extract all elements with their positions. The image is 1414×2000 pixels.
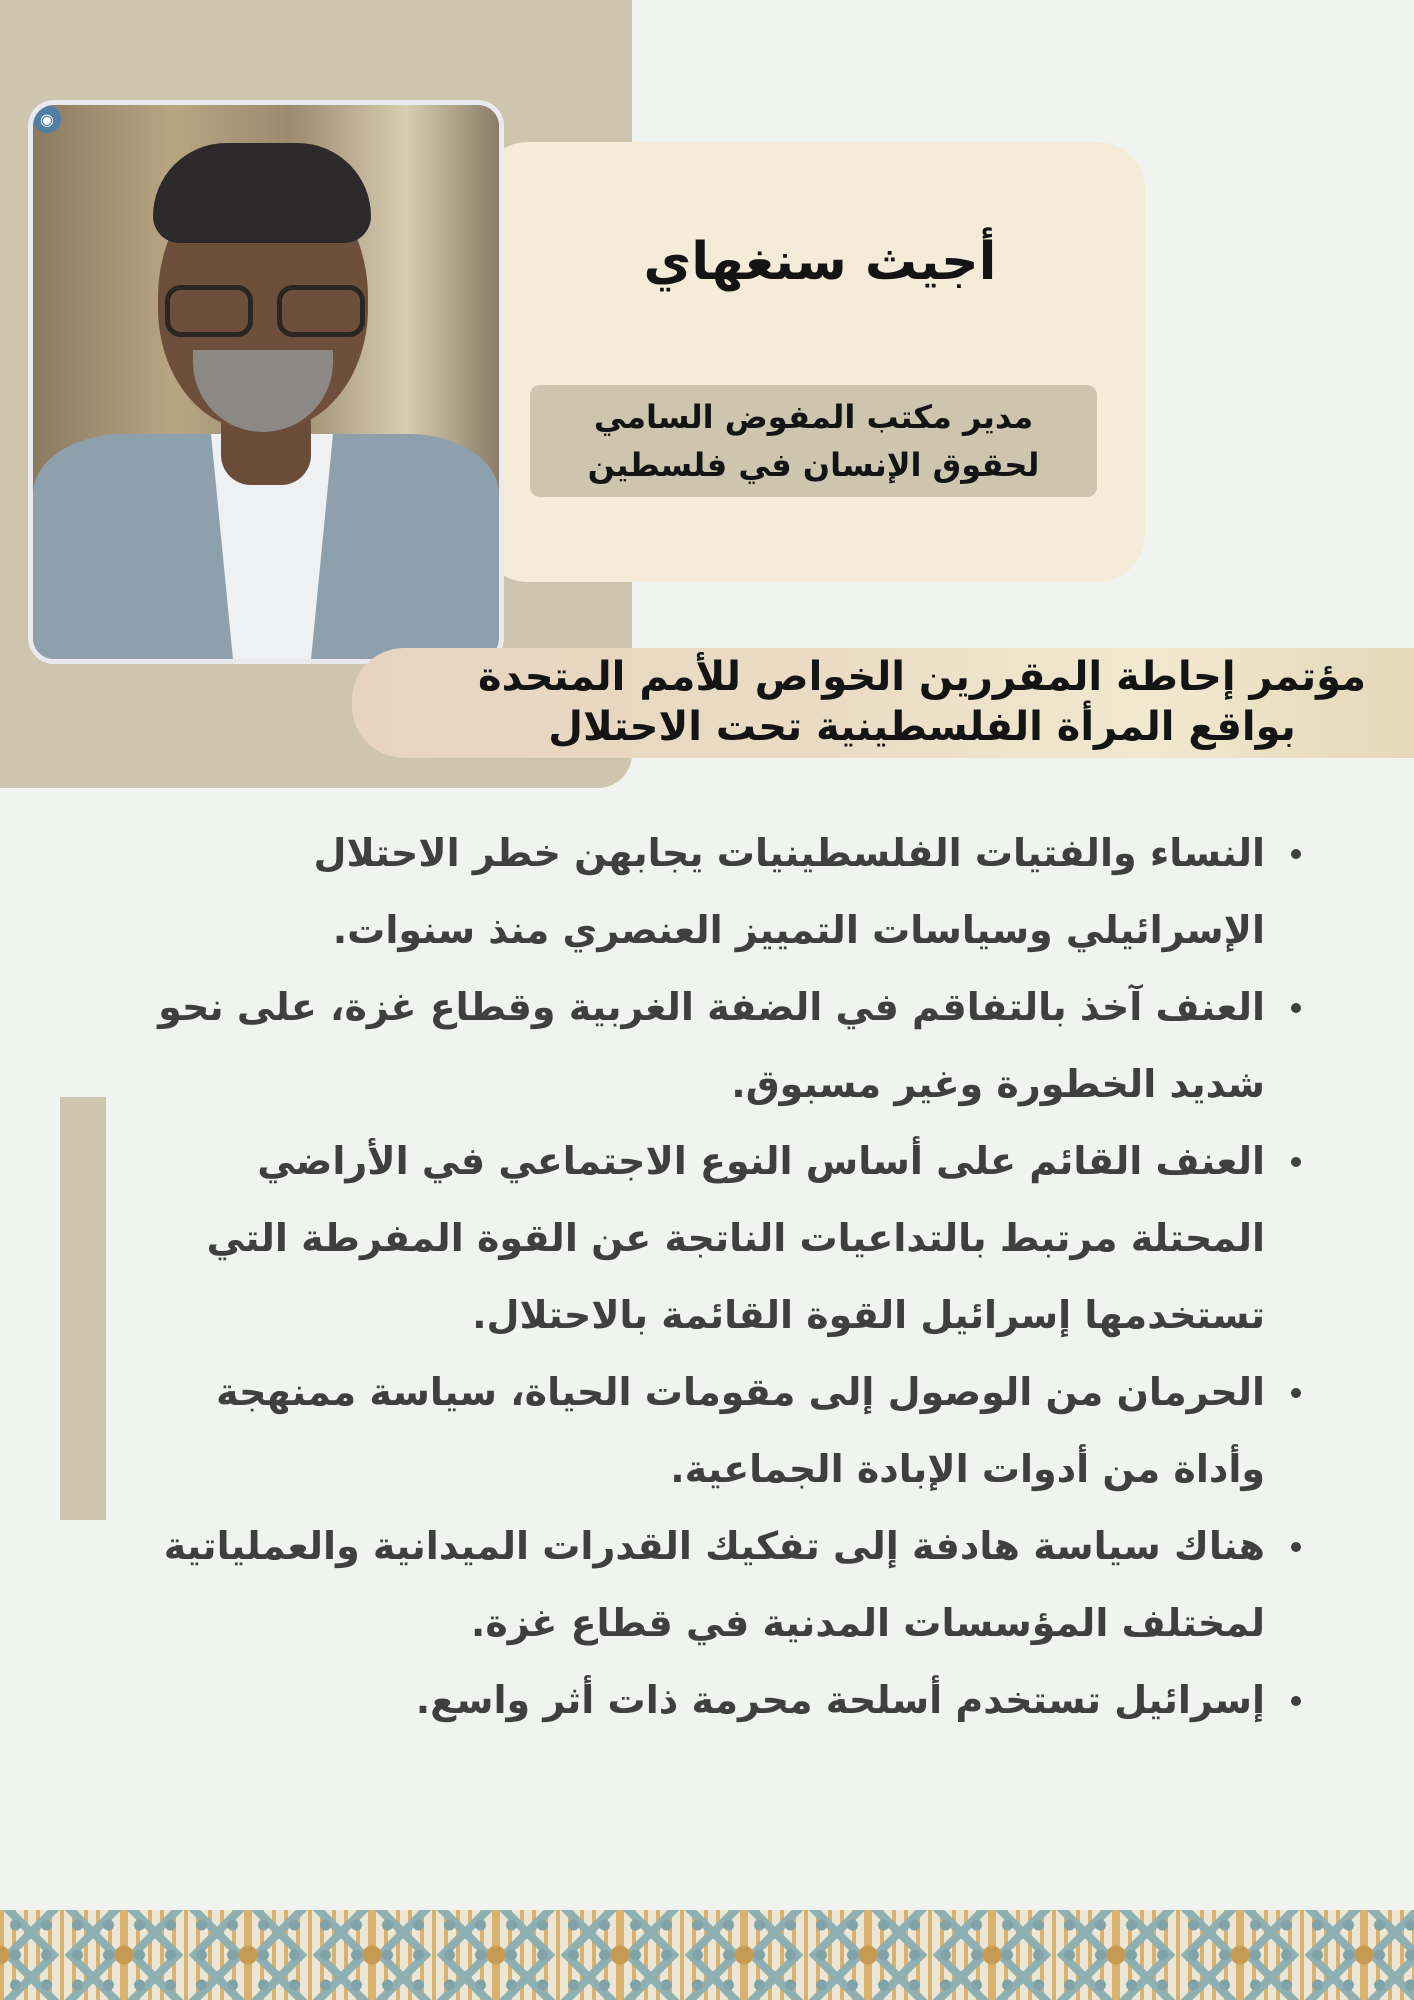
conference-title: مؤتمر إحاطة المقررين الخواص للأمم المتحدة بواقع المرأة الفلسطينية تحت الاحتلال	[477, 654, 1367, 750]
speaker-role: مدير مكتب المفوض السامي لحقوق الإنسان في فلسطين	[587, 398, 1040, 484]
list-item: إسرائيل تستخدم أسلحة محرمة ذات أثر واسع.	[150, 1662, 1265, 1739]
list-item: الحرمان من الوصول إلى مقومات الحياة، سياسة ممنهجة وأداة من أدوات الإبادة الجماعية.	[150, 1354, 1265, 1508]
speaker-card	[480, 142, 1145, 582]
list-item: العنف القائم على أساس النوع الاجتماعي في الأراضي المحتلة مرتبط بالتداعيات الناتجة عن القوة المفرطة التي تستخدمها إسرائيل القوة القائمة بالاحتلال.	[150, 1123, 1265, 1354]
speaker-name: أجيث سنغهاي	[643, 232, 997, 292]
speaker-photo	[28, 100, 504, 664]
list-item: النساء والفتيات الفلسطينيات يجابهن خطر الاحتلال الإسرائيلي وسياسات التمييز العنصري منذ سنوات.	[150, 815, 1265, 969]
embroidery-pattern-border	[0, 1910, 1414, 2000]
un-logo-icon: ◉	[33, 105, 61, 133]
list-item: هناك سياسة هادفة إلى تفكيك القدرات الميدانية والعملياتية لمختلف المؤسسات المدنية في قطاع غزة.	[150, 1508, 1265, 1662]
list-item: العنف آخذ بالتفاقم في الضفة الغربية وقطاع غزة، على نحو شديد الخطورة وغير مسبوق.	[150, 969, 1265, 1123]
photo-beard	[193, 350, 333, 432]
decorative-side-bar	[60, 1097, 106, 1520]
photo-glasses	[165, 285, 365, 339]
speaker-role-box	[530, 385, 1097, 497]
key-points-list	[150, 815, 1295, 1739]
photo-hair	[153, 143, 371, 243]
